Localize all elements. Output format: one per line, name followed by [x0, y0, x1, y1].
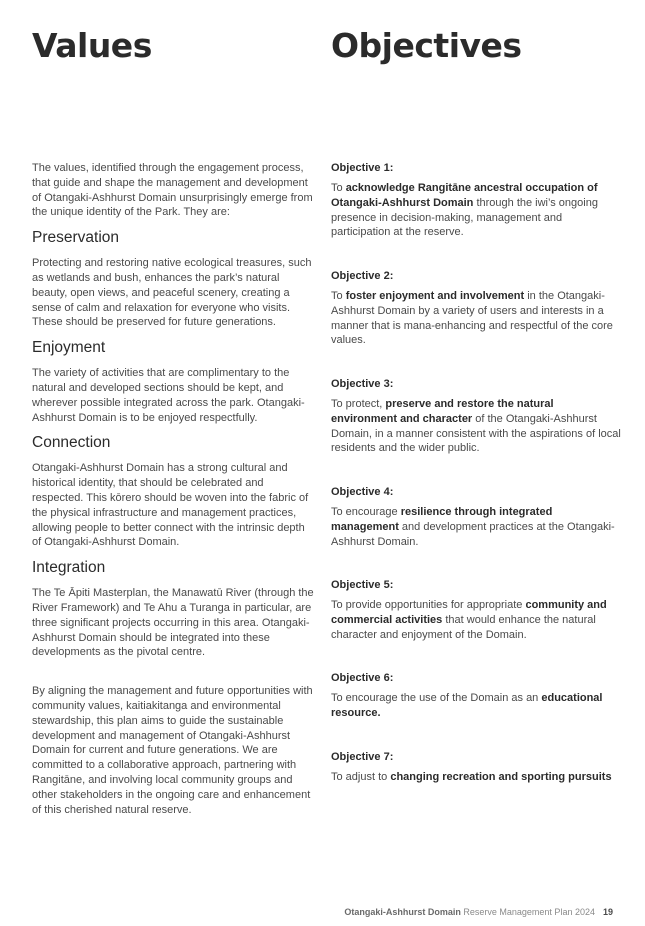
- objective-highlight: foster enjoyment and involvement: [345, 290, 525, 302]
- objective-text-pre: To: [331, 290, 346, 302]
- objective-text: [331, 598, 621, 642]
- value-title: Integration: [32, 559, 106, 577]
- value-title: Enjoyment: [32, 339, 106, 357]
- objective-text: [331, 770, 621, 785]
- objective-3: [331, 377, 621, 456]
- objective-5: [331, 578, 621, 642]
- objective-7: [331, 750, 621, 785]
- objective-highlight: changing recreation and sporting pursuits: [390, 771, 612, 783]
- footer-brand: Otangaki-Ashhurst Domain: [344, 907, 461, 917]
- value-text: The variety of activities that are complimentary to the natural and developed sections should be kept, and wherever possible integrated across the park. Otangaki-Ashhurst Domain is to be enjoyed respectfully.: [32, 367, 305, 424]
- objective-text-pre: To encourage: [331, 506, 401, 518]
- objective-highlight: resilience through integrated management: [331, 506, 553, 533]
- values-column: [32, 161, 316, 817]
- objective-1: [331, 161, 621, 240]
- objective-4: [331, 485, 621, 549]
- objective-title: Objective 4:: [331, 486, 394, 498]
- footer-doc-title: Reserve Management Plan 2024: [460, 907, 595, 917]
- value-preservation: [32, 229, 316, 330]
- objective-text-pre: To encourage the use of the Domain as an: [331, 692, 542, 704]
- value-connection: [32, 434, 316, 550]
- value-title: Connection: [32, 434, 111, 452]
- value-text: Protecting and restoring native ecological treasures, such as wetlands and bush, enhances the park’s natural beauty, open views, and peaceful scenery, creating a sense of calm and relaxation for everyone who visits. These should be preserved for future generations.: [32, 257, 312, 329]
- objective-title: Objective 7:: [331, 751, 394, 763]
- objective-title: Objective 5:: [331, 579, 394, 591]
- values-intro: The values, identified through the engagement process, that guide and shape the management and development of Otangaki-Ashhurst Domain unsurprisingly emerge from the unique identity of the Park. They are:: [32, 162, 313, 219]
- objectives-heading: Objectives: [331, 26, 522, 65]
- closing-paragraph: By aligning the management and future opportunities with community values, kaitiakitanga and environmental stewardship, this plan aims to guide the sustainable development and management of Otangaki-Ashhurst Domain for current and future generations. We are committed to a collaborative approach, partnering with Rangitāne, and involving local community groups and other stakeholders in the ongoing care and enhancement of this cherished natural reserve.: [32, 685, 313, 816]
- objective-title: Objective 2:: [331, 270, 394, 282]
- objective-text: [331, 181, 621, 240]
- objective-text-pre: To protect,: [331, 398, 386, 410]
- value-text: The Te Āpiti Masterplan, the Manawatū River (through the River Framework) and Te Ahu a Turanga in particular, are three significant projects occurring in this area. Otangaki-Ashhurst Domain should be integrated into these developments as the pivotal centre.: [32, 587, 314, 659]
- objective-6: [331, 671, 621, 721]
- objective-text: [331, 397, 621, 456]
- objective-text-post: in the Otangaki-Ashhurst Domain by a variety of users and interests in a manner that is mana-enhancing and respectful of the core values.: [331, 290, 613, 347]
- page-footer: [344, 907, 613, 917]
- objective-highlight: preserve and restore the natural environment and character: [331, 398, 554, 425]
- page-number: 19: [602, 907, 613, 917]
- objective-text: [331, 691, 621, 721]
- objective-title: Objective 1:: [331, 162, 394, 174]
- objective-2: [331, 269, 621, 348]
- objective-text-post: that would enhance the natural character and enjoyment of the Domain.: [331, 613, 596, 641]
- objective-highlight: educational resource.: [331, 692, 603, 719]
- objective-text-pre: To provide opportunities for appropriate: [331, 599, 526, 611]
- objective-highlight: community and commercial activities: [331, 599, 607, 626]
- value-integration: [32, 559, 316, 660]
- value-enjoyment: [32, 339, 316, 425]
- objective-text-pre: To: [331, 182, 346, 194]
- objective-text-pre: To adjust to: [331, 771, 391, 783]
- objective-highlight: acknowledge Rangitāne ancestral occupation of Otangaki-Ashhurst Domain: [331, 182, 598, 209]
- objective-text-post: and development practices at the Otangaki-Ashhurst Domain.: [331, 520, 615, 548]
- objective-text: [331, 289, 621, 348]
- value-title: Preservation: [32, 229, 120, 247]
- objective-text-post: of the Otangaki-Ashhurst Domain, in a manner consistent with the aspirations of local residents and the wider public.: [331, 412, 621, 455]
- objective-title: Objective 3:: [331, 378, 394, 390]
- objective-text: [331, 505, 621, 549]
- value-text: Otangaki-Ashhurst Domain has a strong cultural and historical identity, that should be celebrated and respected. This kōrero should be woven into the fabric of the physical infrastructure and management practices, allowing people to better connect with the intrinsic depth of Otangaki-Ashhurst Domain.: [32, 462, 309, 549]
- values-heading: Values: [32, 26, 152, 65]
- objective-title: Objective 6:: [331, 672, 394, 684]
- objective-text-post: through the iwi’s ongoing presence in decision-making, management and participation at the reserve.: [331, 196, 598, 239]
